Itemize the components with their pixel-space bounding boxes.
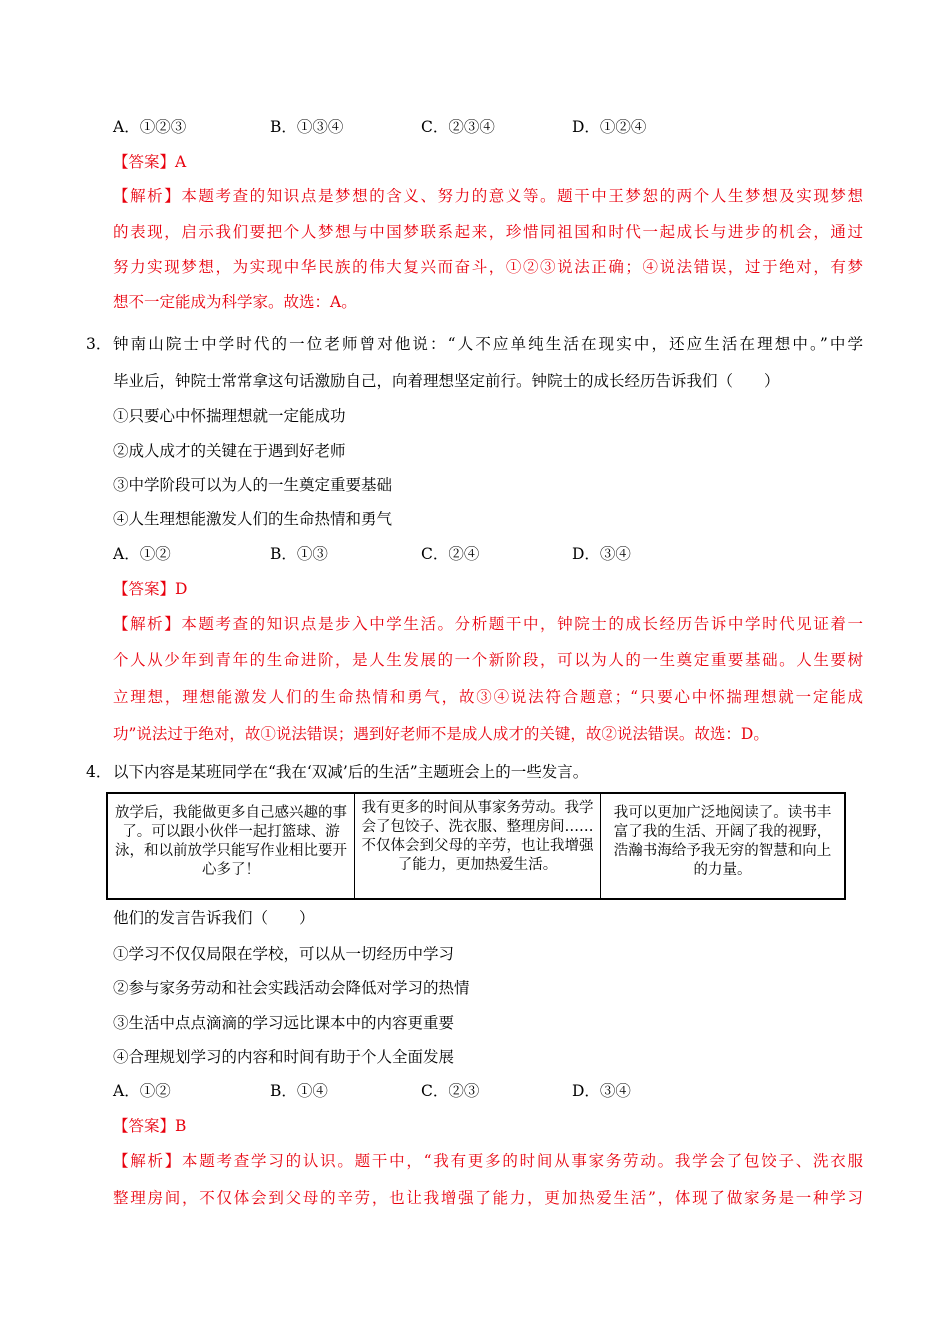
q3-option-b: B．①③ [270, 545, 328, 563]
q2-options [113, 117, 713, 137]
q4-item: ③生活中点点滴滴的学习远比课本中的内容更重要 [113, 1014, 455, 1032]
q4-answer: 【答案】B [113, 1117, 187, 1135]
q4-item: ①学习不仅仅局限在学校，可以从一切经历中学习 [113, 945, 455, 963]
q3-option-d: D．③④ [572, 545, 631, 563]
q3-item: ④人生理想能激发人们的生命热情和勇气 [113, 510, 393, 528]
q2-option-b: B．①③④ [270, 118, 344, 136]
q4-analysis-line: 整理房间，不仅体会到父母的辛劳，也让我增强了能力，更加热爱生活”，体现了做家务是一种学习 [113, 1189, 863, 1207]
q3-analysis-line: 个人从少年到青年的生命进阶，是人生发展的一个新阶段，可以为人的一生奠定重要基础。人生要树 [113, 651, 863, 669]
q3-option-c: C．②④ [421, 545, 480, 563]
q4-option-c: C．②③ [421, 1082, 480, 1100]
q4-item: ②参与家务劳动和社会实践活动会降低对学习的热情 [113, 979, 470, 997]
q3-stem-line: 钟南山院士中学时代的一位老师曾对他说：“人不应单纯生活在现实中，还应生活在理想中。”中学 [113, 335, 863, 353]
q4-option-a: A．①② [113, 1082, 171, 1100]
q2-analysis-line: 想不一定能成为科学家。故选：A。 [113, 293, 357, 311]
q3-analysis-line: 立理想，理想能激发人们的生命热情和勇气，故③④说法符合题意；“只要心中怀揣理想就一定能成 [113, 688, 863, 706]
q2-analysis-line: 的表现，启示我们要把个人梦想与中国梦联系起来，珍惜同祖国和时代一起成长与进步的机会，通过 [113, 223, 863, 241]
q3-item: ①只要心中怀揣理想就一定能成功 [113, 407, 346, 425]
q3-option-a: A．①② [113, 545, 171, 563]
q3-analysis-line: 功”说法过于绝对，故①说法错误；遇到好老师不是成人成才的关键，故②说法错误。故选：D。 [113, 725, 769, 743]
speech-table [106, 792, 846, 900]
q4-stem: 以下内容是某班同学在“我在‘双减’后的生活”主题班会上的一些发言。 [113, 763, 589, 781]
q2-option-c: C．②③④ [421, 118, 495, 136]
q3-analysis-line: 【解析】本题考查的知识点是步入中学生活。分析题干中，钟院士的成长经历告诉中学时代见证着一 [113, 615, 863, 633]
q4-question: 他们的发言告诉我们（ ） [113, 909, 315, 927]
speech-cell: 放学后，我能做更多自己感兴趣的事了。可以跟小伙伴一起打篮球、游泳，和以前放学只能写作业相比要开心多了！ [115, 805, 347, 878]
q4-option-b: B．①④ [270, 1082, 328, 1100]
q3-item: ②成人成才的关键在于遇到好老师 [113, 442, 346, 460]
q2-analysis-line: 努力实现梦想，为实现中华民族的伟大复兴而奋斗，①②③说法正确；④说法错误，过于绝对，有梦 [113, 258, 863, 276]
q4-option-d: D．③④ [572, 1082, 631, 1100]
q3-number: 3． [86, 335, 112, 353]
q3-stem-line: 毕业后，钟院士常常拿这句话激励自己，向着理想坚定前行。钟院士的成长经历告诉我们（ ） [113, 372, 780, 390]
q4-number: 4． [86, 763, 112, 781]
q2-analysis-line: 【解析】本题考查的知识点是梦想的含义、努力的意义等。题干中王梦恕的两个人生梦想及实现梦想 [113, 187, 863, 205]
q4-item: ④合理规划学习的内容和时间有助于个人全面发展 [113, 1048, 455, 1066]
speech-cell: 我可以更加广泛地阅读了。读书丰富了我的生活、开阔了我的视野，浩瀚书海给予我无穷的智慧和向上的力量。 [600, 794, 844, 898]
q2-answer: 【答案】A [113, 153, 187, 171]
speech-cell: 我有更多的时间从事家务劳动。我学会了包饺子、洗衣服、整理房间……不仅体会到父母的辛劳，也让我增强了能力，更加热爱生活。 [354, 794, 600, 898]
q2-option-a: A．①②③ [113, 118, 187, 136]
q3-item: ③中学阶段可以为人的一生奠定重要基础 [113, 476, 393, 494]
q3-options [113, 544, 713, 564]
q3-answer: 【答案】D [113, 580, 188, 598]
q2-option-d: D．①②④ [572, 118, 647, 136]
q4-options [113, 1081, 713, 1101]
q4-analysis-line: 【解析】本题考查学习的认识。题干中，“我有更多的时间从事家务劳动。我学会了包饺子、洗衣服 [113, 1152, 863, 1170]
